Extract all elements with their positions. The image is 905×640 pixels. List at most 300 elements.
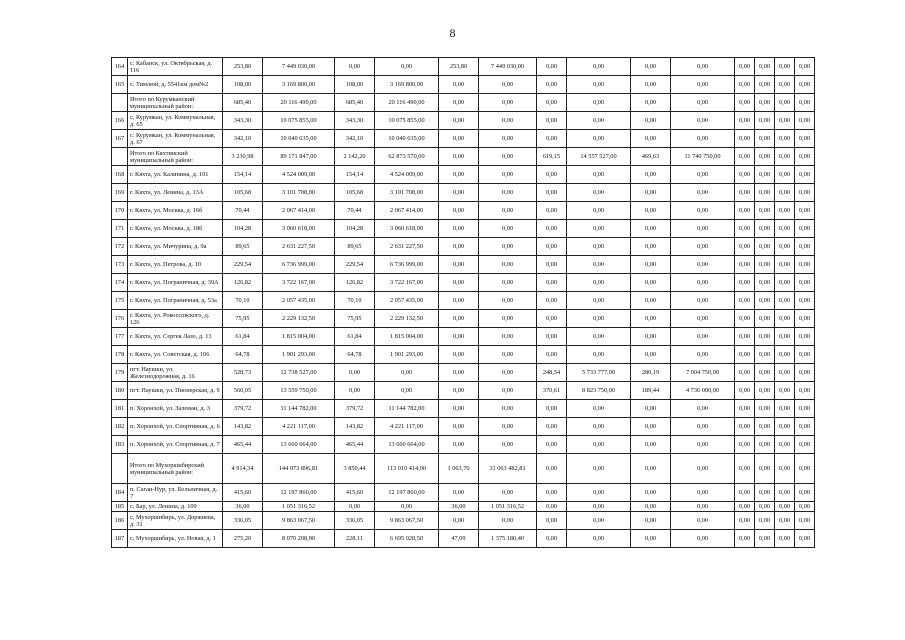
value-cell: 0,00	[671, 484, 735, 502]
value-cell: 0,00	[537, 256, 567, 274]
value-cell: 465,44	[223, 436, 263, 454]
value-cell: 0,00	[567, 292, 631, 310]
value-cell: 0,00	[439, 238, 479, 256]
value-cell: 0,00	[537, 328, 567, 346]
row-number-cell: 172	[112, 238, 128, 256]
address-cell: с. Мухоршибирь, ул. Доржиева, д. 31	[128, 512, 223, 530]
row-number-cell	[112, 148, 128, 166]
value-cell: 0,00	[439, 436, 479, 454]
value-cell: 0,00	[755, 382, 775, 400]
value-cell: 465,44	[335, 436, 375, 454]
value-cell: 11 144 782,00	[375, 400, 439, 418]
value-cell: 0,00	[735, 94, 755, 112]
value-cell: 61,84	[223, 328, 263, 346]
table-row	[112, 484, 815, 502]
table-body	[112, 58, 815, 548]
value-cell: 0,00	[755, 184, 775, 202]
value-cell: 105,68	[223, 184, 263, 202]
value-cell: 4 914,34	[223, 454, 263, 484]
value-cell: 0,00	[537, 202, 567, 220]
value-cell: 0,00	[567, 94, 631, 112]
value-cell: 0,00	[735, 202, 755, 220]
value-cell: 0,00	[335, 502, 375, 512]
value-cell: 0,00	[735, 484, 755, 502]
value-cell: 70,44	[335, 202, 375, 220]
table-row	[112, 238, 815, 256]
value-cell: 113 010 414,00	[375, 454, 439, 484]
value-cell: 2 229 132,50	[375, 310, 439, 328]
value-cell: 0,00	[439, 512, 479, 530]
address-cell: с. Бар, ул. Ленина, д. 109	[128, 502, 223, 512]
value-cell: 104,28	[335, 220, 375, 238]
value-cell: 0,00	[795, 400, 815, 418]
row-number-cell: 186	[112, 512, 128, 530]
table-row	[112, 202, 815, 220]
value-cell: 0,00	[775, 58, 795, 76]
value-cell: 0,00	[567, 328, 631, 346]
address-cell: с. Кабанск, ул. Октябрьская, д. 116	[128, 58, 223, 76]
value-cell: 0,00	[735, 184, 755, 202]
value-cell: 0,00	[567, 256, 631, 274]
value-cell: 0,00	[775, 382, 795, 400]
value-cell: 0,00	[671, 166, 735, 184]
value-cell: 1 815 004,00	[263, 328, 335, 346]
value-cell: 0,00	[567, 454, 631, 484]
value-cell: 0,00	[775, 454, 795, 484]
value-cell: 2 057 435,00	[375, 292, 439, 310]
value-cell: 0,00	[795, 112, 815, 130]
value-cell: 0,00	[439, 400, 479, 418]
value-cell: 0,00	[795, 292, 815, 310]
value-cell: 105,68	[335, 184, 375, 202]
value-cell: 0,00	[479, 364, 537, 382]
value-cell: 2 229 132,50	[263, 310, 335, 328]
value-cell: 0,00	[755, 502, 775, 512]
value-cell: 0,00	[671, 202, 735, 220]
value-cell: 0,00	[537, 310, 567, 328]
table-row	[112, 502, 815, 512]
value-cell: 0,00	[567, 400, 631, 418]
value-cell: 0,00	[671, 58, 735, 76]
value-cell: 0,00	[795, 454, 815, 484]
value-cell: 0,00	[755, 400, 775, 418]
value-cell: 0,00	[735, 502, 755, 512]
row-number-cell: 187	[112, 530, 128, 548]
value-cell: 0,00	[567, 184, 631, 202]
value-cell: 0,00	[671, 346, 735, 364]
value-cell: 0,00	[755, 310, 775, 328]
value-cell: 253,80	[223, 58, 263, 76]
value-cell: 685,40	[335, 94, 375, 112]
value-cell: 0,00	[775, 112, 795, 130]
value-cell: 0,00	[755, 112, 775, 130]
value-cell: 10 040 635,00	[375, 130, 439, 148]
value-cell: 3 169 800,00	[375, 76, 439, 94]
address-cell: г. Кяхта, ул. Ленина, д. 13А	[128, 184, 223, 202]
value-cell: 0,00	[775, 328, 795, 346]
address-cell: г. Кяхта, ул. Москва, д. 16б	[128, 202, 223, 220]
value-cell: 0,00	[439, 292, 479, 310]
value-cell: 0,00	[567, 166, 631, 184]
value-cell: 0,00	[735, 166, 755, 184]
value-cell: 4 221 117,00	[375, 418, 439, 436]
row-number-cell: 175	[112, 292, 128, 310]
value-cell: 0,00	[631, 130, 671, 148]
value-cell: 0,00	[537, 400, 567, 418]
value-cell: 0,00	[795, 202, 815, 220]
value-cell: 0,00	[755, 364, 775, 382]
value-cell: 1 051 316,52	[479, 502, 537, 512]
value-cell: 0,00	[795, 530, 815, 548]
value-cell: 0,00	[775, 310, 795, 328]
value-cell: 75,95	[335, 310, 375, 328]
value-cell: 7 004 750,00	[671, 364, 735, 382]
value-cell: 342,10	[335, 130, 375, 148]
value-cell: 143,82	[223, 418, 263, 436]
row-number-cell: 174	[112, 274, 128, 292]
value-cell: 0,00	[479, 166, 537, 184]
value-cell: 0,00	[479, 238, 537, 256]
value-cell: 0,00	[439, 112, 479, 130]
value-cell: 560,05	[223, 382, 263, 400]
address-cell: г. Кяхта, ул. Москва, д. 18б	[128, 220, 223, 238]
value-cell: 275,20	[223, 530, 263, 548]
value-cell: 0,00	[775, 400, 795, 418]
value-cell: 0,00	[439, 166, 479, 184]
value-cell: 343,30	[223, 112, 263, 130]
value-cell: 0,00	[795, 184, 815, 202]
value-cell: 0,00	[795, 238, 815, 256]
table-row	[112, 292, 815, 310]
address-cell: п. Хоронхой, ул. Спортивная, д. 7	[128, 436, 223, 454]
value-cell: 4 736 000,00	[671, 382, 735, 400]
value-cell: 0,00	[537, 418, 567, 436]
value-cell: 31 063 482,81	[479, 454, 537, 484]
value-cell: 415,60	[223, 484, 263, 502]
value-cell: 0,00	[735, 436, 755, 454]
value-cell: 0,00	[479, 484, 537, 502]
value-cell: 0,00	[735, 148, 755, 166]
total-label-cell: Итого по Кяхтинский муниципальный район:	[128, 148, 223, 166]
table-row	[112, 58, 815, 76]
table-row	[112, 184, 815, 202]
value-cell: 0,00	[755, 238, 775, 256]
value-cell: 0,00	[671, 130, 735, 148]
address-cell: с. Тимлюй, д. 5541км дом№2	[128, 76, 223, 94]
value-cell: 11 740 750,00	[671, 148, 735, 166]
value-cell: 0,00	[755, 328, 775, 346]
address-cell: п. Хоронхой, ул. Залеман, д. 3	[128, 400, 223, 418]
address-cell: г. Кяхта, ул. Петрова, д. 10	[128, 256, 223, 274]
value-cell: 1 901 293,00	[263, 346, 335, 364]
value-cell: 0,00	[795, 502, 815, 512]
table-row	[112, 274, 815, 292]
value-cell: 0,00	[795, 148, 815, 166]
value-cell: 0,00	[479, 112, 537, 130]
value-cell: 3 101 708,00	[263, 184, 335, 202]
row-number-cell: 165	[112, 76, 128, 94]
table-row	[112, 112, 815, 130]
value-cell: 0,00	[755, 484, 775, 502]
value-cell: 0,00	[537, 530, 567, 548]
value-cell: 0,00	[631, 502, 671, 512]
value-cell: 0,00	[439, 130, 479, 148]
value-cell: 0,00	[671, 530, 735, 548]
value-cell: 0,00	[479, 400, 537, 418]
value-cell: 0,00	[631, 94, 671, 112]
value-cell: 370,61	[537, 382, 567, 400]
value-cell: 0,00	[567, 238, 631, 256]
value-cell: 0,00	[479, 76, 537, 94]
value-cell: 0,00	[479, 256, 537, 274]
value-cell: 0,00	[439, 418, 479, 436]
address-cell: г. Кяхта, ул. Рокоссовского, д. 126	[128, 310, 223, 328]
row-number-cell: 177	[112, 328, 128, 346]
value-cell: 0,00	[537, 436, 567, 454]
value-cell: 0,00	[755, 76, 775, 94]
value-cell: 3 722 167,00	[375, 274, 439, 292]
value-cell: 13 559 750,00	[263, 382, 335, 400]
value-cell: 0,00	[567, 512, 631, 530]
value-cell: 0,00	[775, 484, 795, 502]
value-cell: 0,00	[735, 274, 755, 292]
value-cell: 0,00	[479, 512, 537, 530]
value-cell: 0,00	[671, 310, 735, 328]
table-row	[112, 512, 815, 530]
value-cell: 8 823 750,00	[567, 382, 631, 400]
value-cell: 0,00	[775, 346, 795, 364]
address-cell: с. Мухоршибирь, ул. Новая, д. 1	[128, 530, 223, 548]
total-label-cell: Итого по Курумканский муниципальный район:	[128, 94, 223, 112]
value-cell: 0,00	[735, 454, 755, 484]
value-cell: 0,00	[631, 220, 671, 238]
value-cell: 0,00	[567, 58, 631, 76]
value-cell: 0,00	[479, 328, 537, 346]
address-cell: г. Кяхта, ул. Пограничная, д. 53а	[128, 292, 223, 310]
value-cell: 126,82	[223, 274, 263, 292]
row-number-cell: 171	[112, 220, 128, 238]
value-cell: 0,00	[537, 512, 567, 530]
value-cell: 0,00	[375, 364, 439, 382]
row-number-cell: 173	[112, 256, 128, 274]
value-cell: 0,00	[631, 454, 671, 484]
value-cell: 0,00	[735, 400, 755, 418]
value-cell: 0,00	[671, 454, 735, 484]
value-cell: 20 116 490,00	[263, 94, 335, 112]
row-number-cell: 180	[112, 382, 128, 400]
value-cell: 11 144 782,00	[263, 400, 335, 418]
value-cell: 0,00	[537, 130, 567, 148]
table-row	[112, 400, 815, 418]
value-cell: 0,00	[671, 220, 735, 238]
value-cell: 336,05	[223, 512, 263, 530]
value-cell: 0,00	[439, 76, 479, 94]
value-cell: 528,73	[223, 364, 263, 382]
value-cell: 0,00	[775, 220, 795, 238]
value-cell: 0,00	[775, 184, 795, 202]
value-cell: 0,00	[755, 418, 775, 436]
value-cell: 1 815 004,00	[375, 328, 439, 346]
table-row	[112, 328, 815, 346]
value-cell: 2 067 414,00	[263, 202, 335, 220]
value-cell: 0,00	[671, 400, 735, 418]
value-cell: 379,72	[335, 400, 375, 418]
value-cell: 3 230,98	[223, 148, 263, 166]
value-cell: 0,00	[537, 220, 567, 238]
value-cell: 0,00	[439, 310, 479, 328]
value-cell: 0,00	[479, 94, 537, 112]
value-cell: 0,00	[735, 530, 755, 548]
value-cell: 6 736 999,00	[375, 256, 439, 274]
value-cell: 61,84	[335, 328, 375, 346]
value-cell: 0,00	[375, 502, 439, 512]
value-cell: 0,00	[735, 512, 755, 530]
value-cell: 0,00	[775, 512, 795, 530]
address-cell: с. Курумкан, ул. Коммунальная, д. 65	[128, 112, 223, 130]
value-cell: 0,00	[439, 382, 479, 400]
value-cell: 0,00	[735, 364, 755, 382]
value-cell: 13 660 664,00	[375, 436, 439, 454]
value-cell: 0,00	[631, 58, 671, 76]
table-row	[112, 310, 815, 328]
value-cell: 36,00	[223, 502, 263, 512]
value-cell: 0,00	[479, 310, 537, 328]
address-cell: с. Курумкан, ул. Коммунальная, д. 67	[128, 130, 223, 148]
value-cell: 0,00	[775, 148, 795, 166]
value-cell: 0,00	[795, 484, 815, 502]
value-cell: 0,00	[671, 512, 735, 530]
value-cell: 0,00	[537, 238, 567, 256]
value-cell: 1 063,70	[439, 454, 479, 484]
value-cell: 4 524 009,00	[375, 166, 439, 184]
value-cell: 0,00	[671, 112, 735, 130]
value-cell: 0,00	[775, 256, 795, 274]
value-cell: 0,00	[335, 382, 375, 400]
value-cell: 0,00	[439, 256, 479, 274]
value-cell: 1 051 316,52	[263, 502, 335, 512]
value-cell: 0,00	[567, 76, 631, 94]
value-cell: 0,00	[537, 346, 567, 364]
value-cell: 3 722 167,00	[263, 274, 335, 292]
value-cell: 75,95	[223, 310, 263, 328]
value-cell: 0,00	[631, 418, 671, 436]
value-cell: 3 101 708,00	[375, 184, 439, 202]
value-cell: 0,00	[755, 256, 775, 274]
value-cell: 0,00	[567, 130, 631, 148]
value-cell: 20 116 490,00	[375, 94, 439, 112]
address-cell: г. Кяхта, ул. Советская, д. 106	[128, 346, 223, 364]
value-cell: 9 863 067,50	[263, 512, 335, 530]
value-cell: 0,00	[735, 418, 755, 436]
value-cell: 0,00	[631, 310, 671, 328]
row-number-cell: 164	[112, 58, 128, 76]
value-cell: 0,00	[795, 512, 815, 530]
value-cell: 0,00	[775, 238, 795, 256]
value-cell: 0,00	[537, 274, 567, 292]
row-number-cell: 183	[112, 436, 128, 454]
value-cell: 154,14	[223, 166, 263, 184]
value-cell: 0,00	[631, 274, 671, 292]
table-row	[112, 436, 815, 454]
value-cell: 0,00	[735, 112, 755, 130]
address-cell: г. Кяхта, ул. Калинина, д. 101	[128, 166, 223, 184]
value-cell: 0,00	[775, 418, 795, 436]
value-cell: 0,00	[795, 166, 815, 184]
total-row	[112, 94, 815, 112]
value-cell: 0,00	[631, 328, 671, 346]
table-row	[112, 346, 815, 364]
value-cell: 0,00	[775, 166, 795, 184]
value-cell: 0,00	[479, 436, 537, 454]
value-cell: 1 375 180,40	[479, 530, 537, 548]
value-cell: 228,11	[335, 530, 375, 548]
value-cell: 0,00	[775, 292, 795, 310]
value-cell: 0,00	[479, 418, 537, 436]
address-cell: пгт. Наушки, ул. Пионерская, д. 9	[128, 382, 223, 400]
value-cell: 0,00	[631, 346, 671, 364]
value-cell: 0,00	[479, 292, 537, 310]
value-cell: 685,40	[223, 94, 263, 112]
address-cell: п. Саган-Нур, ул. Больничная, д. 7	[128, 484, 223, 502]
value-cell: 0,00	[631, 530, 671, 548]
value-cell: 0,00	[537, 292, 567, 310]
value-cell: 0,00	[775, 76, 795, 94]
value-cell: 12 197 860,00	[375, 484, 439, 502]
value-cell: 0,00	[755, 166, 775, 184]
value-cell: 0,00	[671, 184, 735, 202]
value-cell: 3 060 618,00	[375, 220, 439, 238]
value-cell: 89,65	[223, 238, 263, 256]
value-cell: 0,00	[335, 58, 375, 76]
value-cell: 0,00	[735, 292, 755, 310]
value-cell: 0,00	[537, 112, 567, 130]
value-cell: 0,00	[439, 274, 479, 292]
value-cell: 0,00	[671, 256, 735, 274]
value-cell: 0,00	[775, 364, 795, 382]
value-cell: 2 631 227,50	[375, 238, 439, 256]
value-cell: 0,00	[537, 454, 567, 484]
value-cell: 0,00	[671, 328, 735, 346]
value-cell: 0,00	[375, 58, 439, 76]
value-cell: 343,30	[335, 112, 375, 130]
value-cell: 89 171 847,00	[263, 148, 335, 166]
value-cell: 0,00	[671, 292, 735, 310]
value-cell: 229,54	[335, 256, 375, 274]
value-cell: 0,00	[479, 220, 537, 238]
value-cell: 0,00	[631, 256, 671, 274]
value-cell: 4 524 009,00	[263, 166, 335, 184]
value-cell: 0,00	[671, 238, 735, 256]
value-cell: 0,00	[439, 484, 479, 502]
row-number-cell	[112, 454, 128, 484]
row-number-cell: 178	[112, 346, 128, 364]
row-number-cell: 167	[112, 130, 128, 148]
value-cell: 6 695 028,50	[375, 530, 439, 548]
value-cell: 12 197 860,00	[263, 484, 335, 502]
value-cell: 2 142,20	[335, 148, 375, 166]
value-cell: 415,60	[335, 484, 375, 502]
value-cell: 0,00	[735, 238, 755, 256]
value-cell: 0,00	[479, 148, 537, 166]
row-number-cell: 182	[112, 418, 128, 436]
value-cell: 0,00	[537, 166, 567, 184]
value-cell: 248,54	[537, 364, 567, 382]
table-row	[112, 364, 815, 382]
value-cell: 189,44	[631, 382, 671, 400]
value-cell: 12 738 527,00	[263, 364, 335, 382]
value-cell: 8 070 208,90	[263, 530, 335, 548]
value-cell: 0,00	[671, 76, 735, 94]
